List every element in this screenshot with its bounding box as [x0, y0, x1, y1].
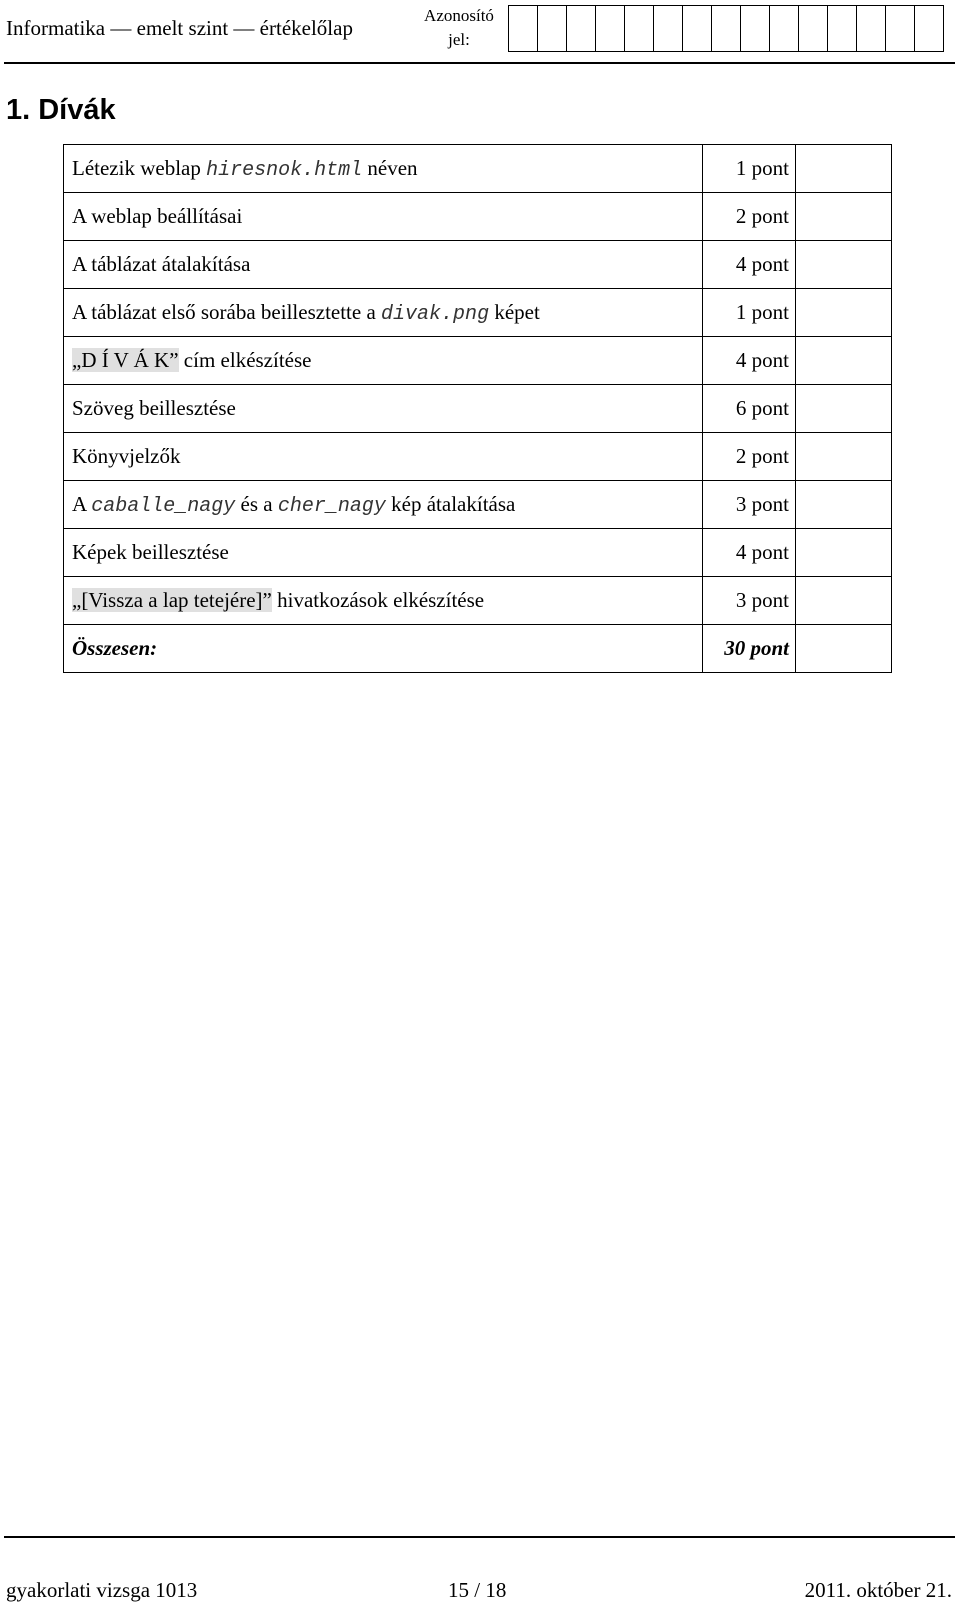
id-box: [799, 5, 828, 52]
criterion-text: A táblázat első sorába beillesztette a: [72, 299, 382, 324]
score-row: [64, 577, 892, 625]
criterion: [64, 337, 703, 385]
id-box: [683, 5, 712, 52]
footer-date: 2011. október 21.: [804, 1578, 952, 1602]
criterion-text: „[Vissza a lap tetejére]”: [72, 588, 272, 612]
max-points: 4 pont: [703, 529, 796, 577]
score-cell: [796, 433, 892, 481]
criterion-text: és a: [235, 491, 278, 516]
id-box: [915, 5, 944, 52]
criterion-text: cher_nagy: [277, 494, 386, 518]
criterion-text: Képek beillesztése: [72, 540, 229, 564]
id-box: [509, 5, 538, 52]
max-points: 4 pont: [703, 241, 796, 289]
score-cell: [796, 241, 892, 289]
score-row: [64, 289, 892, 337]
id-box: [770, 5, 799, 52]
score-cell: [796, 337, 892, 385]
id-box: [567, 5, 596, 52]
max-points: 2 pont: [703, 433, 796, 481]
id-box: [741, 5, 770, 52]
header-title: Informatika — emelt szint — értékelőlap: [6, 16, 353, 40]
max-points: 1 pont: [703, 145, 796, 193]
criterion-text: néven: [362, 155, 418, 180]
criterion: [64, 241, 703, 289]
id-label-line2: jel:: [448, 30, 470, 49]
id-box: [886, 5, 915, 52]
id-box: [538, 5, 567, 52]
total-row: [64, 625, 892, 673]
score-cell: [796, 529, 892, 577]
page-header: [0, 0, 960, 64]
id-box: [654, 5, 683, 52]
criterion-text: caballe_nagy: [91, 494, 236, 518]
score-row: [64, 193, 892, 241]
score-row: [64, 433, 892, 481]
id-box: [712, 5, 741, 52]
section-title: 1. Dívák: [6, 94, 116, 126]
criterion-text: Létezik weblap: [72, 155, 207, 180]
score-row: [64, 241, 892, 289]
score-cell: [796, 385, 892, 433]
score-cell: [796, 577, 892, 625]
criterion: [64, 433, 703, 481]
criterion-text: kép átalakítása: [385, 491, 516, 516]
criterion: [64, 529, 703, 577]
score-cell: [796, 481, 892, 529]
criterion-text: képet: [489, 299, 540, 324]
id-box: [596, 5, 625, 52]
criterion-text: Könyvjelzők: [72, 444, 181, 468]
score-row: [64, 481, 892, 529]
criterion: [64, 385, 703, 433]
criterion: [64, 193, 703, 241]
id-box: [857, 5, 886, 52]
id-boxes: [508, 5, 944, 52]
footer-exam: gyakorlati vizsga 1013: [6, 1578, 198, 1602]
score-row: [64, 145, 892, 193]
criterion-text: A: [72, 491, 92, 516]
footer-rule: [4, 1536, 955, 1538]
footer-page: 15 / 18: [448, 1578, 507, 1602]
max-points: 3 pont: [703, 481, 796, 529]
max-points: 1 pont: [703, 289, 796, 337]
criterion-text: hiresnok.html: [206, 158, 363, 182]
max-points: 6 pont: [703, 385, 796, 433]
score-row: [64, 529, 892, 577]
score-cell: [796, 145, 892, 193]
score-cell: [796, 625, 892, 673]
score-cell: [796, 193, 892, 241]
criterion-text: „D Í V Á K”: [72, 348, 179, 372]
criterion-text: cím elkészítése: [178, 348, 312, 372]
id-label-line1: Azonosító: [424, 6, 494, 25]
header-rule: [4, 62, 955, 64]
id-label: [421, 4, 497, 52]
total-points: 30 pont: [703, 625, 796, 673]
total-label: Összesen:: [64, 625, 703, 673]
score-row: [64, 385, 892, 433]
max-points: 2 pont: [703, 193, 796, 241]
criterion: [64, 481, 703, 529]
criterion: [64, 145, 703, 193]
criterion-text: divak.png: [381, 302, 490, 326]
id-box: [625, 5, 654, 52]
criterion: [64, 577, 703, 625]
score-row: [64, 337, 892, 385]
criterion: [64, 289, 703, 337]
scoring-table: [63, 144, 892, 673]
criterion-text: Szöveg beillesztése: [72, 396, 236, 420]
max-points: 4 pont: [703, 337, 796, 385]
id-box: [828, 5, 857, 52]
criterion-text: hivatkozások elkészítése: [271, 588, 485, 612]
score-cell: [796, 289, 892, 337]
criterion-text: A weblap beállításai: [72, 204, 243, 228]
criterion-text: A táblázat átalakítása: [72, 252, 251, 276]
max-points: 3 pont: [703, 577, 796, 625]
